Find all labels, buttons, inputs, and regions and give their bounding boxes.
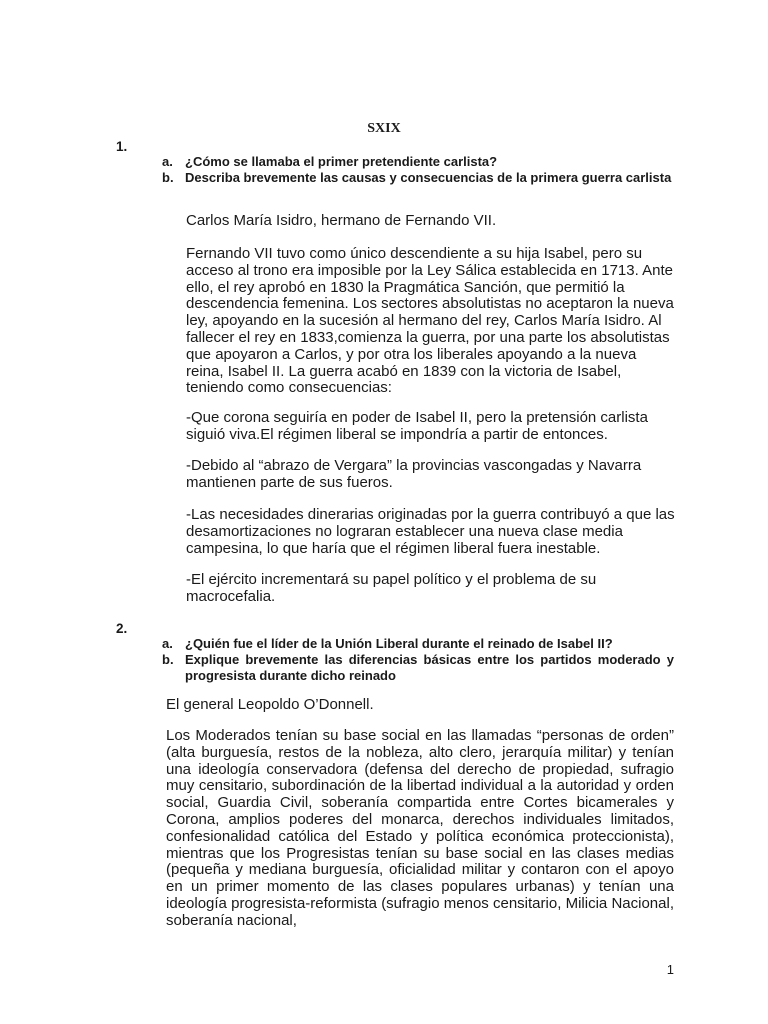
page-number: 1	[666, 962, 674, 977]
question-1a-text: ¿Cómo se llamaba el primer pretendiente carlista?	[185, 154, 498, 169]
question-1b-letter: b.	[162, 170, 174, 185]
answer-2b-paragraph: Los Moderados tenían su base social en las llamadas “personas de orden” (alta burguesía, restos de la nobleza, alto clero, jerarquía militar) y tenían una ideología conservadora (defensa del derecho de propiedad, sufragio muy censitario, subordinación de la libertad individual a la autoridad y orden social, Guardia Civil, soberanía compartida entre Cortes bicamerales y Corona, amplios poderes del monarca, derechos individuales limitados, confesionalidad católica del Estado y política económica proteccionista), mientras que los Progresistas tenían su base social en las clases medias (pequeña y mediana burguesía, oficialidad militar y contaron con el apoyo en un primer momento de las clases populares urbanas) y tenían una ideología progresista-reformista (sufragio menos censitario, Milicia Nacional, soberanía nacional,	[166, 727, 674, 929]
question-1b-text: Describa brevemente las causas y consecuencias de la primera guerra carlista	[185, 170, 672, 185]
question-2a	[162, 636, 674, 652]
question-2a-letter: a.	[162, 636, 173, 651]
consequence-3: -Las necesidades dinerarias originadas por la guerra contribuyó a que las desamortizaciones no lograran establecer una nueva clase media campesina, lo que haría que el régimen liberal fuera inestable.	[186, 506, 675, 557]
question-1a-letter: a.	[162, 154, 173, 169]
question-2a-text: ¿Quién fue el líder de la Unión Liberal durante el reinado de Isabel II?	[185, 636, 613, 651]
question-2-prompts	[162, 636, 674, 684]
consequence-2: -Debido al “abrazo de Vergara” la provincias vascongadas y Navarra mantienen parte de sus fueros.	[186, 457, 642, 491]
question-1-number: 1.	[116, 139, 128, 154]
answer-2a: El general Leopoldo O’Donnell.	[166, 696, 374, 713]
question-2b-text: Explique brevemente las diferencias básicas entre los partidos moderado y progresista durante dicho reinado	[185, 652, 674, 683]
consequence-1: -Que corona seguiría en poder de Isabel II, pero la pretensión carlista siguió viva.El régimen liberal se impondría a partir de entonces.	[186, 409, 648, 443]
question-2b-letter: b.	[162, 652, 174, 667]
page-title: SXIX	[367, 121, 401, 136]
answer-1b-paragraph: Fernando VII tuvo como único descendiente a su hija Isabel, pero su acceso al trono era imposible por la Ley Sálica establecida en 1713. Ante ello, el rey aprobó en 1830 la Pragmática Sanción, que permitió la descendencia femenina. Los sectores absolutistas no aceptaron la nueva ley, apoyando en la sucesión al hermano del rey, Carlos María Isidro. Al fallecer el rey en 1833,comienza la guerra, por una parte los absolutistas que apoyaron a Carlos, y por otra los liberales apoyando a la nueva reina, Isabel II. La guerra acabó en 1839 con la victoria de Isabel, teniendo como consecuencias:	[186, 245, 674, 397]
consequence-4: -El ejército incrementará su papel político y el problema de su macrocefalia.	[186, 571, 597, 605]
question-2-number: 2.	[116, 621, 128, 636]
answer-1a: Carlos María Isidro, hermano de Fernando VII.	[186, 212, 497, 229]
question-1-prompts	[162, 154, 674, 186]
question-1b	[162, 170, 674, 186]
question-1a	[162, 154, 674, 170]
question-2b	[162, 652, 674, 684]
